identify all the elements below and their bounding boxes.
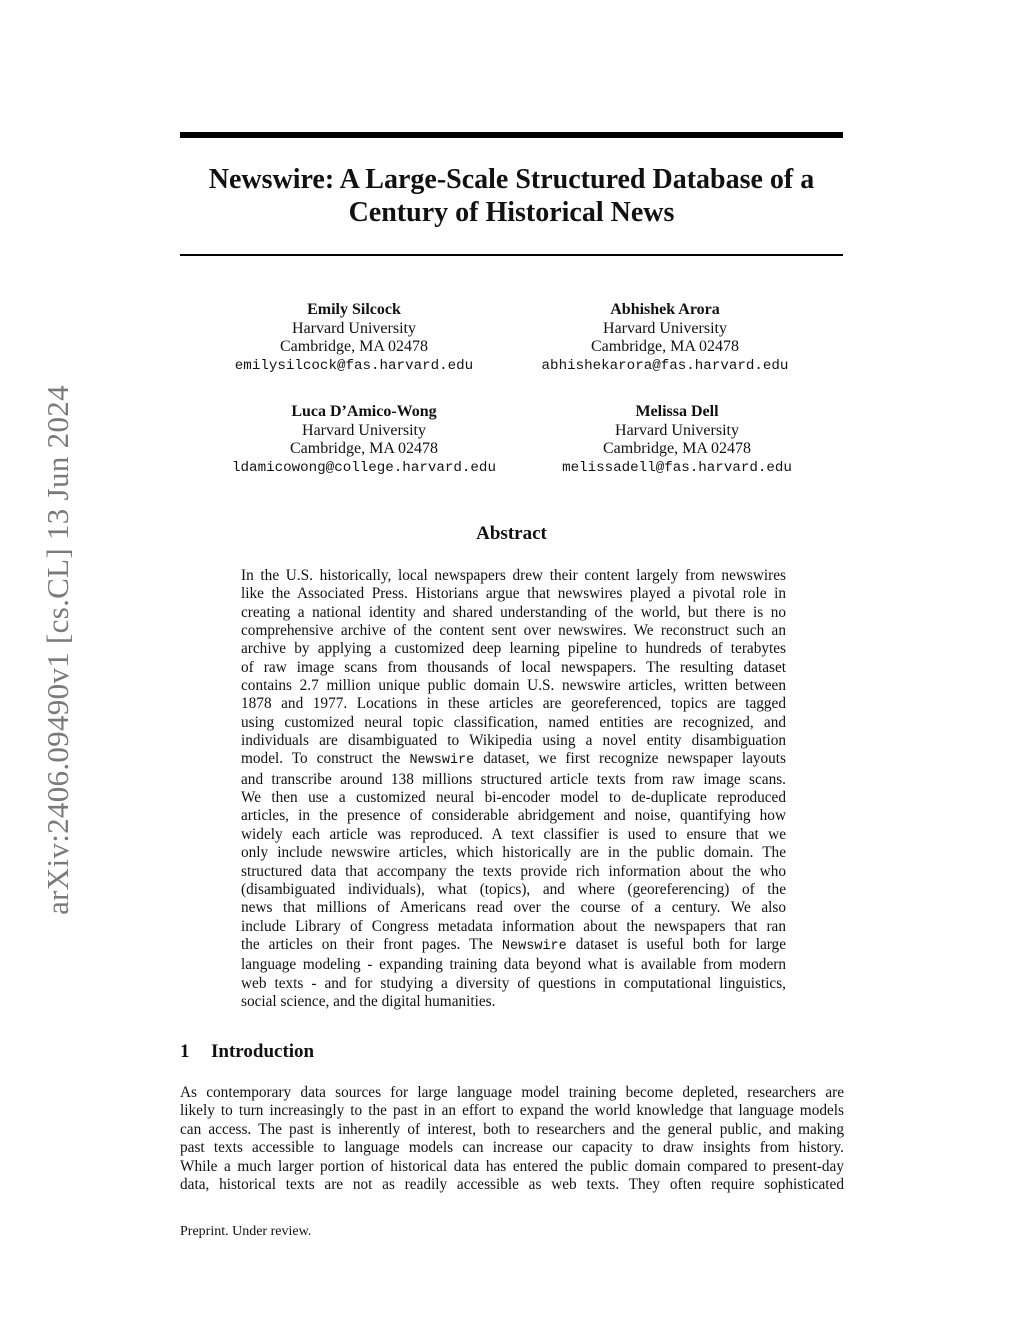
text-line: data, historical texts are not as readily accessible as web texts. They often require sophisticated (180, 1176, 844, 1194)
text-line: comprehensive archive of the content sent over newswires. We reconstruct such an (241, 622, 786, 640)
author-block (184, 403, 544, 477)
author-email[interactable]: ldamicowong@college.harvard.edu (232, 459, 496, 476)
title-top-rule (180, 132, 843, 138)
text-line: web texts - and for studying a diversity of questions in computational linguistics, (241, 974, 786, 992)
author-name: Emily Silcock (307, 301, 401, 318)
text-line: As contemporary data sources for large language model training become depleted, researchers are (180, 1084, 844, 1101)
abstract-heading: Abstract (476, 523, 547, 544)
text-line (241, 750, 786, 770)
author-name: Luca D’Amico-Wong (291, 403, 437, 420)
text-line: only include newswire articles, which historically are in the public domain. The (241, 844, 786, 862)
text-line: news that millions of Americans read over the course of a century. We also (241, 899, 786, 917)
dataset-name: Newswire (501, 938, 567, 954)
text-line: (disambiguated individuals), what (topics), and where (georeferencing) of the (241, 880, 786, 898)
text-line: structured data that accompany the texts provide rich information about the who (241, 862, 786, 880)
author-location: Cambridge, MA 02478 (591, 338, 739, 355)
author-location: Cambridge, MA 02478 (603, 440, 751, 457)
arxiv-identifier: arXiv:2406.09490v1 [cs.CL] 13 Jun 2024 (40, 385, 75, 915)
author-email[interactable]: emilysilcock@fas.harvard.edu (234, 357, 474, 374)
text-line: creating a national identity and shared understanding of the world, but there is no (241, 603, 786, 621)
text-line: contains 2.7 million unique public domain U.S. newswire articles, written between (241, 677, 786, 695)
author-name: Melissa Dell (635, 403, 719, 420)
text-line: using customized neural topic classification, named entities are recognized, and (241, 713, 786, 731)
text-line: social science, and the digital humanities. (241, 992, 496, 1010)
author-location: Cambridge, MA 02478 (280, 338, 428, 355)
section-title: Introduction (211, 1041, 315, 1062)
preprint-note: Preprint. Under review. (180, 1224, 312, 1239)
author-location: Cambridge, MA 02478 (290, 440, 438, 457)
author-affiliation: Harvard University (603, 319, 727, 337)
dataset-name: Newswire (409, 753, 475, 769)
text-line: can access. The past is inherently of interest, both to researchers and the general public, and making (180, 1120, 844, 1138)
text-fragment: dataset, we first recognize newspaper layouts (474, 750, 787, 768)
text-fragment: dataset is useful both for large (566, 935, 786, 953)
introduction-body (180, 1084, 844, 1194)
author-email[interactable]: melissadell@fas.harvard.edu (562, 459, 792, 476)
text-line: archive by applying a customized deep learning pipeline to hundreds of terabytes (241, 640, 786, 658)
text-line: like the Associated Press. Historians argue that newswires played a pivotal role in (241, 585, 786, 603)
title-line-1: Newswire: A Large-Scale Structured Database of a (208, 164, 815, 195)
abstract-body (241, 567, 786, 1011)
author-affiliation: Harvard University (292, 319, 416, 337)
text-line: articles, in the presence of considerable abridgement and noise, quantifying how (241, 807, 786, 825)
text-line: widely each article was reproduced. A text classifier is used to ensure that we (241, 825, 786, 843)
text-fragment: model. To construct the (241, 750, 410, 768)
text-line: We then use a customized neural bi-encoder model to de-duplicate reproduced (241, 789, 786, 807)
author-email[interactable]: abhishekarora@fas.harvard.edu (541, 357, 789, 374)
author-affiliation: Harvard University (615, 421, 739, 439)
text-line: likely to turn increasingly to the past in an effort to expand the world knowledge that language models (180, 1102, 844, 1120)
text-line: 1878 and 1977. Locations in these articles are georeferenced, topics are tagged (241, 695, 786, 713)
text-line: include Library of Congress metadata information about the newspapers that ran (241, 917, 786, 935)
text-line: language modeling - expanding training data beyond what is available from modern (241, 956, 786, 974)
title-bottom-rule (180, 254, 843, 256)
text-line: In the U.S. historically, local newspapers drew their content largely from newswires (241, 567, 786, 584)
section-heading (180, 1041, 314, 1063)
text-fragment: the articles on their front pages. The (241, 935, 502, 953)
section-number: 1 (180, 1041, 190, 1062)
author-affiliation: Harvard University (302, 421, 426, 439)
text-line (241, 936, 786, 956)
author-block (174, 301, 534, 375)
author-block (497, 403, 857, 477)
author-name: Abhishek Arora (610, 301, 720, 318)
author-block (485, 301, 845, 375)
text-line: of raw image scans from thousands of local newspapers. The resulting dataset (241, 658, 786, 676)
text-line: While a much larger portion of historical data has entered the public domain compared to present-day (180, 1157, 844, 1175)
text-line: individuals are disambiguated to Wikipedia using a novel entity disambiguation (241, 732, 786, 750)
title-line-2: Century of Historical News (348, 197, 675, 228)
text-line: past texts accessible to language models can increase our capacity to draw insights from history. (180, 1139, 844, 1157)
paper-title (180, 163, 843, 229)
text-line: and transcribe around 138 millions structured article texts from raw image scans. (241, 770, 786, 788)
